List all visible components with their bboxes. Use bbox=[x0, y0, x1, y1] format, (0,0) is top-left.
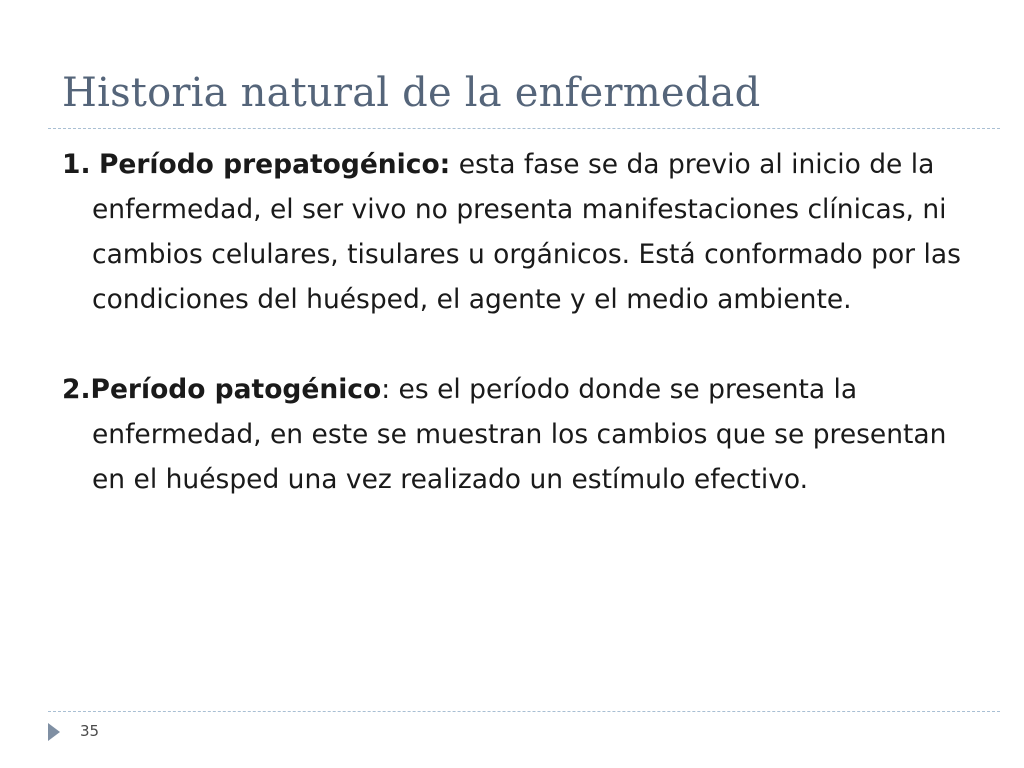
item-heading: Período prepatogénico: bbox=[98, 149, 451, 180]
footer-divider bbox=[48, 711, 1000, 712]
triangle-right-icon bbox=[48, 723, 60, 741]
slide-title: Historia natural de la enfermedad bbox=[62, 70, 761, 116]
item-text: esta fase se da previo al inicio de la enfermedad, el ser vivo no presenta manifestaciones clínicas, ni cambios celulares, tisulares u orgánicos. Está conformado por las condiciones del huésped, el agente y el medio ambiente. bbox=[92, 149, 961, 315]
title-divider bbox=[48, 128, 1000, 129]
slide-body bbox=[62, 142, 982, 502]
page-number: 35 bbox=[80, 722, 100, 740]
list-item-prepatogenic bbox=[62, 142, 982, 322]
item-heading: Período patogénico bbox=[90, 374, 382, 405]
item-number: 1. bbox=[62, 149, 91, 180]
item-text: : es el período donde se presenta la enfermedad, en este se muestran los cambios que se presentan en el huésped una vez realizado un estímulo efectivo. bbox=[92, 374, 947, 495]
list-item-patogenic bbox=[62, 367, 982, 502]
item-number: 2. bbox=[62, 374, 91, 405]
